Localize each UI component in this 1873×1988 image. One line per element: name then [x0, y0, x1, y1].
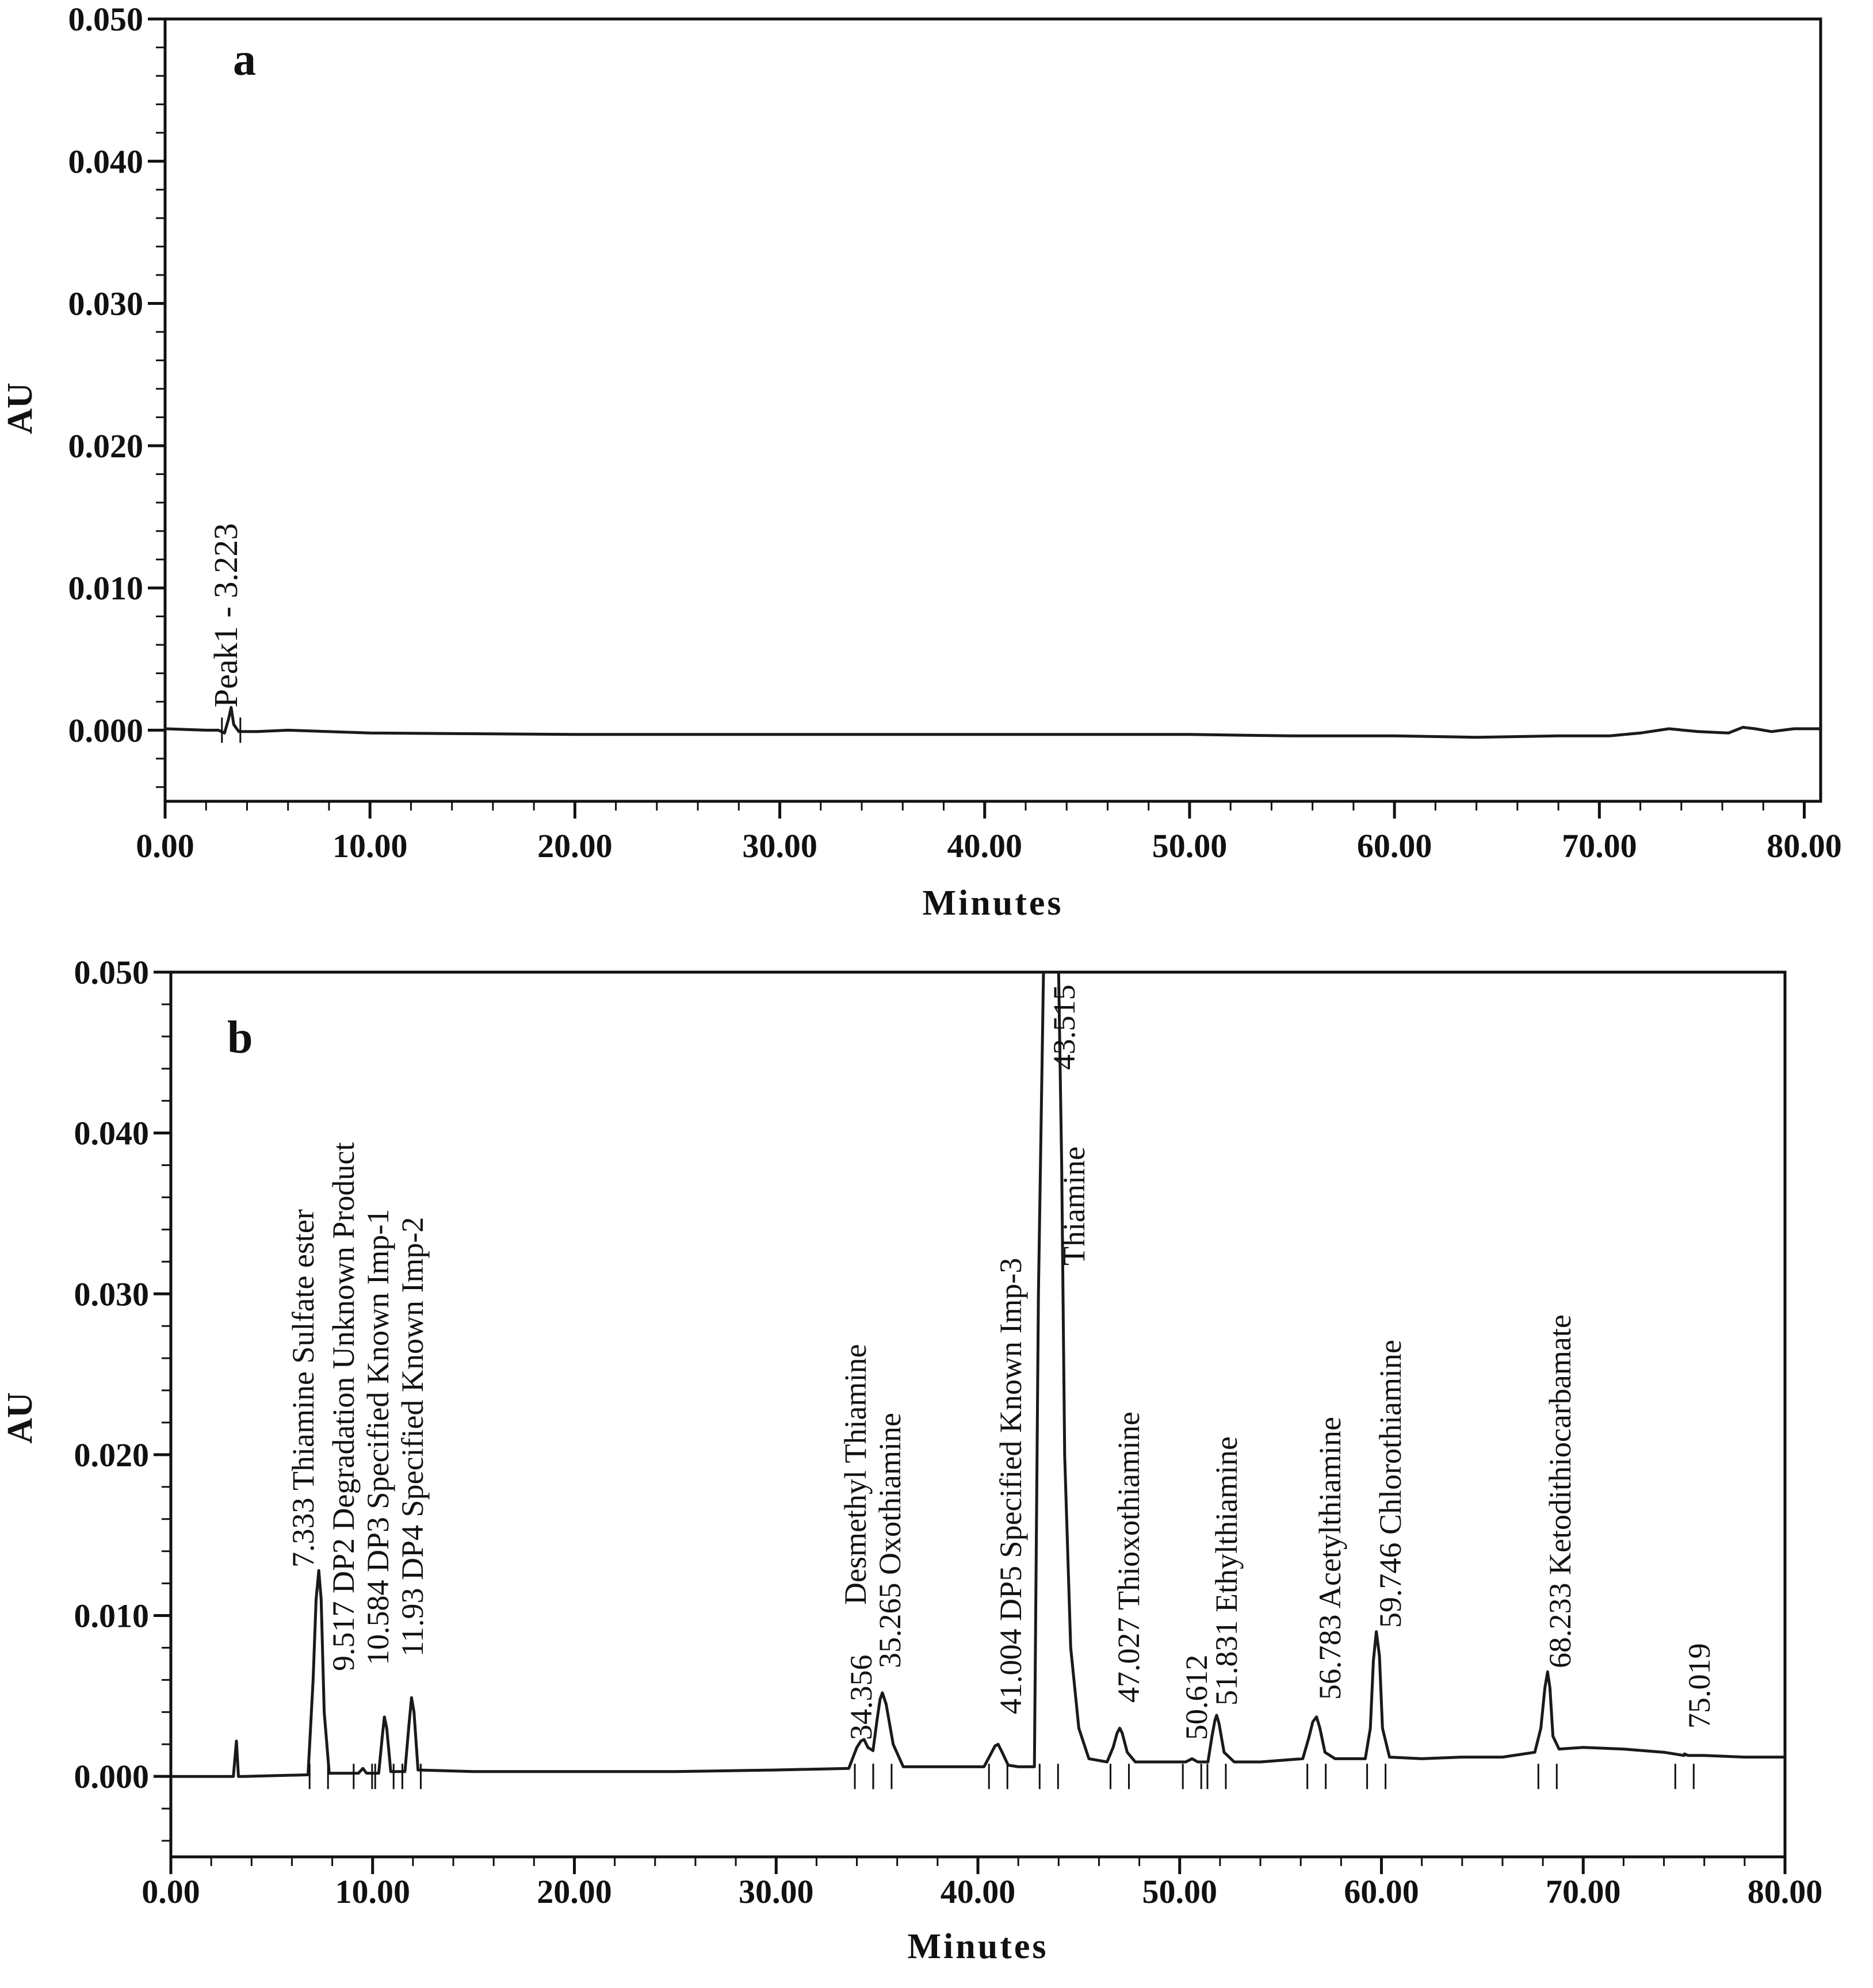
y-tick-label: 0.010: [68, 569, 143, 607]
x-tick-label: 20.00: [537, 1873, 612, 1910]
x-tick-label: 80.00: [1747, 1873, 1823, 1910]
x-tick-label: 60.00: [1356, 827, 1432, 865]
peak-label: Desmethyl Thiamine: [838, 1344, 873, 1605]
x-tick-label: 60.00: [1344, 1873, 1419, 1910]
x-axis-label: Minutes: [907, 1927, 1049, 1966]
peak-label: 75.019: [1682, 1643, 1717, 1729]
peak-label: 41.004 DP5 Specified Known Imp-3: [993, 1257, 1028, 1714]
x-tick-label: 0.00: [142, 1873, 200, 1910]
x-tick-label: 70.00: [1562, 827, 1637, 865]
peak-label: Thiamine: [1057, 1146, 1091, 1266]
peak-label: 56.783 Acetylthiamine: [1313, 1417, 1347, 1700]
x-tick-label: 50.00: [1152, 827, 1228, 865]
peak-label: 34.356: [844, 1654, 878, 1740]
panel-label: b: [227, 1012, 253, 1063]
x-axis-label: Minutes: [922, 884, 1064, 923]
y-tick-label: 0.040: [68, 143, 143, 181]
y-axis-label: AU: [1, 1392, 40, 1444]
peak-label: 51.831 Ethylthiamine: [1209, 1436, 1244, 1706]
x-tick-label: 30.00: [742, 827, 817, 865]
x-tick-label: 70.00: [1546, 1873, 1621, 1910]
y-axis: [68, 1, 166, 787]
y-tick-label: 0.010: [74, 1597, 149, 1635]
peak-label: 47.027 Thioxothiamine: [1111, 1412, 1146, 1703]
y-tick-label: 0.020: [74, 1436, 149, 1474]
y-tick-label: 0.000: [68, 712, 143, 750]
x-tick-label: 30.00: [739, 1873, 814, 1910]
x-tick-label: 40.00: [947, 827, 1023, 865]
peak-label: 35.265 Oxothiamine: [873, 1413, 907, 1668]
peak-label: 11.93 DP4 Specified Known Imp-2: [395, 1217, 430, 1657]
panel-label: a: [233, 35, 256, 85]
y-axis-label: AU: [1, 383, 40, 434]
y-tick-label: 0.030: [74, 1275, 149, 1313]
peak-label: 68.233 Ketodithiocarbamate: [1543, 1314, 1577, 1668]
y-tick-label: 0.050: [74, 954, 149, 991]
x-tick-label: 50.00: [1142, 1873, 1217, 1910]
peak-label: 7.333 Thiamine Sulfate ester: [286, 1209, 320, 1568]
x-tick-label: 10.00: [332, 827, 408, 865]
x-axis: [136, 801, 1842, 865]
peak-label: 9.517 DP2 Degradation Unknown Product: [326, 1142, 361, 1671]
x-tick-label: 40.00: [940, 1873, 1016, 1910]
x-tick-label: 10.00: [335, 1873, 410, 1910]
y-axis: [74, 954, 171, 1841]
x-tick-label: 0.00: [136, 827, 194, 865]
y-tick-label: 0.020: [68, 427, 143, 465]
y-tick-label: 0.050: [68, 1, 143, 38]
chromatogram-trace: [165, 708, 1821, 737]
y-tick-label: 0.030: [68, 285, 143, 323]
chart-panel-a: [1, 1, 1842, 923]
chart-panel-b: [1, 954, 1822, 1966]
x-tick-label: 20.00: [537, 827, 613, 865]
y-tick-label: 0.040: [74, 1114, 149, 1152]
peak-label: Peak1 - 3.223: [207, 523, 244, 708]
plot-frame: [165, 19, 1821, 801]
x-tick-label: 80.00: [1767, 827, 1842, 865]
y-tick-label: 0.000: [74, 1758, 149, 1796]
peak-label: 10.584 DP3 Specified Known Imp-1: [361, 1209, 395, 1665]
peak-label: 43.515: [1047, 984, 1081, 1070]
x-axis: [142, 1857, 1822, 1910]
peak-label: 50.612: [1179, 1654, 1214, 1740]
peak-label: 59.746 Chlorothiamine: [1373, 1340, 1408, 1628]
